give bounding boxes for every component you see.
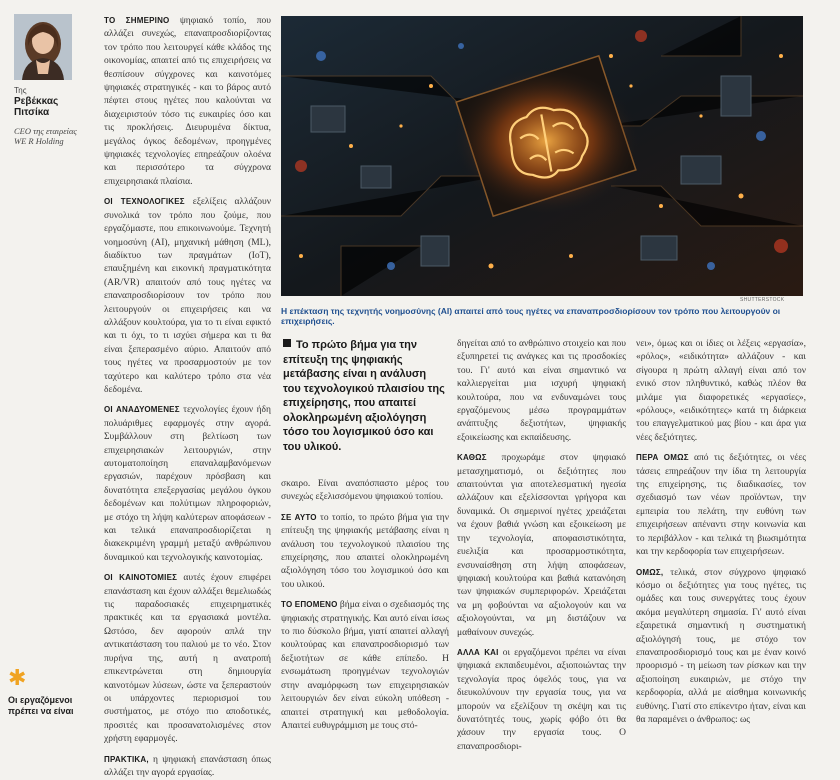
- square-bullet-icon: [283, 339, 291, 347]
- paragraph: [636, 566, 806, 728]
- paragraph-lead: ΤΟ ΣΗΜΕΡΙΝΟ: [104, 16, 170, 25]
- paragraph-text: ψηφιακό τοπίο, που αλλάζει συνεχώς, επαναπροσδιορίζοντας τον τρόπο που λειτουργεί κάθε κλάδος της οικονομίας, απαιτεί από τις επιχειρήσεις να θεσπίσουν σύγχρονες και καινοτόμες ψηφιακές στρατηγικές - και το βάρος αυτό πέφτει στους ηγέτες που καλούνται να διαχειριστούν τόσο τις ευκαιρίες όσο και τις προκλήσεις. Διευρυμένα δίκτυα, μεγάλος όγκος δεδομένων, προηγμένες ψηφιακές τεχνολογίες επηρεάζουν ολοένα και περισσότερο τα σύγχρονα επιχειρησιακά πλαίσια.: [104, 16, 272, 187]
- author-photo: [14, 14, 72, 80]
- paragraph: [104, 14, 271, 189]
- hero-image: [281, 16, 803, 296]
- paragraph-text: τεχνολογίες έχουν ήδη πολυάριθμες εφαρμογές στην αγορά. Συμβάλλουν στη βελτίωση των επιχειρησιακών λειτουργιών, στην αυτοματοποίηση επαναλαμβανόμενων εργασιών, παρέχουν πρόσβαση και δυνατότητα επεξεργασίας μεγάλου όγκου δεδομένων και πολύτιμων πληροφοριών, με στόχο τη λήψη καλύτερων αποφάσεων - και τελικά επαναπροσδιορίζεται η διακεκριμένη γραμμή μεταξύ ανθρώπινου δυναμικού και τεχνολογικής καινοτομίας.: [104, 405, 272, 563]
- paragraph: [636, 338, 806, 445]
- paragraph-lead: ΑΛΛΑ ΚΑΙ: [457, 647, 499, 657]
- paragraph-text: από τις δεξιότητες, οι νέες τάσεις επηρεάζουν την ίδια τη λειτουργία της επιχείρησης, τις διαδικασίες, τον σχεδιασμό των νέων προϊόντων, την εμπειρία του πελάτη, την ευθύνη των επιχειρήσεων απέναντι στην κοινωνία και το περιβάλλον - και τελικά τη βιωσιμότητα και την κερδοφορία των επιχειρήσεων.: [636, 453, 806, 558]
- paragraph-text: σκαιρο. Είναι αναπόσπαστο μέρος του συνεχώς εξελισσόμενου ψηφιακού τοπίου.: [281, 479, 449, 503]
- article-column-4: [636, 338, 806, 740]
- article-column-3: [457, 338, 627, 752]
- star-icon: ✱: [8, 666, 27, 691]
- paragraph-text: εξελίξεις αλλάζουν συνολικά τον τρόπο που ζούμε, που εργαζόμαστε, που επικοινωνούμε. Τεχνητή νοημοσύνη (AI), μηχανική μάθηση (ML), διαδίκτυο των πραγμάτων (IoT), επαυξημένη και εικονική πραγματικότητα (AR/VR) απαιτούν από τους ηγέτες να επαναπροσδιορίσουν τον τρόπο που λειτουργούν οι επιχειρήσεις και να αλλάξουν κουλτούρα, για το τι είναι εφικτό και τι όχι, το τι ισχύει σήμερα και τι θα είναι ξεπερασμένο αύριο. Απαιτούν από τους ηγέτες να προσαρμοστούν με τον ταχύτερο και καλύτερο τρόπο στα νέα δεδομένα.: [104, 197, 271, 395]
- paragraph: [104, 571, 271, 746]
- paragraph-lead: ΟΙ ΑΝΑΔΥΟΜΕΝΕΣ: [104, 405, 180, 415]
- paragraph-text: προχωράμε στον ψηφιακό μετασχηματισμό, οι δεξιότητες που απαιτούνται για αποτελεσματική ηγεσία αλλάζουν και εξελίσσονται γρήγορα και δυναμικά. Οι σημερινοί ηγέτες χρειάζεται να έχουν βαθιά γνώση και εξοικείωση με την τεχνολογία, αποφασιστικότητα, ευελιξία και προσαρμοστικότητα, ενσυναίσθηση στη λήψη αποφάσεων, ψηφιακή κουλτούρα και βαθιά κατανόηση των ψηφιακών συμπεριφορών. Χρειάζεται να μη φοβούνται να αξιολογούν και να αξιολογούνται, να μη διστάζουν να μαθαίνουν συνεχώς.: [457, 453, 626, 638]
- paragraph: [457, 451, 626, 640]
- paragraph: [281, 511, 449, 592]
- paragraph: [457, 338, 626, 445]
- article-column-1: [104, 14, 272, 778]
- paragraph-lead: ΚΑΘΩΣ: [457, 453, 487, 463]
- paragraph-lead: ΣΕ ΑΥΤΟ: [281, 512, 317, 522]
- paragraph: [281, 598, 449, 733]
- author-portrait-image: [14, 14, 72, 80]
- paragraph-text: η ψηφιακή επανάσταση όπως αλλάζει την αγορά εργασίας.: [104, 754, 271, 778]
- paragraph: [104, 195, 271, 397]
- paragraph: [457, 646, 626, 754]
- ai-brain-chip-illustration: [281, 16, 803, 296]
- paragraph-text: τελικά, στον σύγχρονο ψηφιακό κόσμο οι δεξιότητες για τους ηγέτες, τις ομάδες και τους συνεργάτες τους έχουν ακόμα μεγαλύτερη σημασία. Γι' αυτό είναι εξαιρετικά σημαντική η συστηματική αξιολόγησή τους, με στόχο τον επαναπροσδιορισμό τους και με έναν κοινό προορισμό - τη μείωση των ρίσκων και την αξιοποίηση ευκαιριών, με στόχο την κερδοφορία, αλλά με αίσθημα κοινωνικής ευθύνης. Γιατί στο επίκεντρο ήταν, είναι και θα παραμένει ο άνθρωπος: ως: [636, 567, 806, 725]
- article-column-2: [281, 478, 449, 740]
- paragraph-lead: ΟΙ ΚΑΙΝΟΤΟΜΙΕΣ: [104, 573, 178, 583]
- paragraph-lead: ΟΙ ΤΕΧΝΟΛΟΓΙΚΕΣ: [104, 197, 185, 207]
- paragraph-text: δηγείται από το ανθρώπινο στοιχείο και που εξυπηρετεί τις ανάγκες και τις προσδοκίες του. Γι' αυτό και είναι σημαντικό να καλλιεργείται μια ισχυρή ψηφιακή κουλτούρα, που να ενδυναμώνει τους εργαζόμενους μέσω προγραμμάτων ανάπτυξης δεξιοτήτων, ψηφιακής εξοικείωσης και εκπαίδευσης.: [457, 339, 626, 443]
- paragraph: [104, 403, 271, 565]
- author-name: Ρεβέκκας Πιτσίκα: [14, 96, 59, 118]
- paragraph-lead: ΠΕΡΑ ΟΜΩΣ: [636, 453, 689, 463]
- author-sidebar: [0, 0, 96, 740]
- paragraph-text: το τοπίο, το πρώτο βήμα για την επίτευξη της ψηφιακής μετάβασης είναι η ανάλυση του τεχνολογικού πλαισίου της επιχείρησης, που απαιτεί ολοκληρωμένη αξιολόγηση τόσο του λογισμικού όσο και του υλικού.: [281, 512, 449, 590]
- pull-quote: Οι εργαζόμενοι πρέπει να είναι: [8, 695, 74, 716]
- paragraph: [104, 753, 271, 780]
- paragraph: [636, 451, 806, 559]
- paragraph-text: οι εργαζόμενοι πρέπει να είναι ψηφιακά εκπαιδευμένοι, αξιοποιώντας την τεχνολογία προς όφελός τους, για να διευκολύνουν την εργασία τους, για να μπορούν να εξελίξουν τη σκέψη και τις δυνατότητές τους, χωρίς φόβο ότι θα χάσουν την εργασία τους. Ο επαναπροσδιορι-: [457, 647, 627, 752]
- callout-box: [283, 338, 445, 454]
- paragraph-lead: ΟΜΩΣ,: [636, 567, 664, 577]
- paragraph: [281, 478, 449, 505]
- author-prefix: Της: [14, 86, 27, 95]
- paragraph-text: βήμα είναι ο σχεδιασμός της ψηφιακής στρατηγικής. Και αυτό είναι ίσως το πιο δύσκολο βήμα, γιατί απαιτεί αλλαγή κουλτούρας και επαναπροσδιορισμό των δεξιοτήτων σε κάθε επίπεδο. Η ενσωμάτωση προηγμένων τεχνολογιών στην αναμόρφωση των επιχειρησιακών λειτουργιών δεν είναι εύκολη υπόθεση - απαιτεί στρατηγική και μεθοδολογία. Απαιτεί ευθυγράμμιση με τους στό-: [281, 600, 450, 731]
- author-role: CEO της εταιρείας WE R Holding: [14, 126, 77, 146]
- paragraph-lead: ΤΟ ΕΠΟΜΕΝΟ: [281, 600, 338, 610]
- paragraph-lead: ΠΡΑΚΤΙΚΑ,: [104, 754, 149, 764]
- paragraph-text: νει», όμως και οι ίδιες οι λέξεις «εργασία», «ρόλος», «ειδικότητα» αλλάζουν - και σίγουρα η πρώτη αλλαγή είναι από τον ενικό στον πληθυντικό, καθώς πλέον θα μιλάμε για διαφορετικές «εργασίες», «ρόλους», «ειδικότητες» κατά τη διάρκεια του επαγγελματικού μας βίου - και άρα για νέες δεξιότητες.: [636, 339, 806, 443]
- paragraph-text: αυτές έχουν επιφέρει επανάσταση και έχουν αλλάξει θεμελιωδώς τις παραδοσιακές επιχειρηματικές πρακτικές και τα εργασιακά μοντέλα. Ωστόσο, δεν αφορούν απλά την αντικατάσταση του παλιού με το νέο. Στον πυρήνα της, αυτή η ανατροπή επικεντρώνεται στη δημιουργία καινοτόμων λύσεων, ώστε να ξεπεραστούν οι υπάρχοντες περιορισμοί του συστήματος, με στόχο πιο αποδοτικές, προσιτές και προσανατολισμένες στον χρήστη εφαρμογές.: [104, 573, 272, 745]
- image-credit: SHUTTERSTOCK: [740, 297, 785, 303]
- image-caption: Η επέκταση της τεχνητής νοημοσύνης (AI) απαιτεί από τους ηγέτες να επαναπροσδιορίσουν τον τρόπο που λειτουργούν οι επιχειρήσεις.: [281, 306, 781, 326]
- callout-text: Το πρώτο βήμα για την επίτευξη της ψηφιακής μετάβασης είναι η ανάλυση του τεχνολογικού πλαισίου της επιχείρησης, που απαιτεί ολοκληρωμένη αξιολόγηση τόσο του λογισμικού όσο και του υλικού.: [283, 339, 445, 453]
